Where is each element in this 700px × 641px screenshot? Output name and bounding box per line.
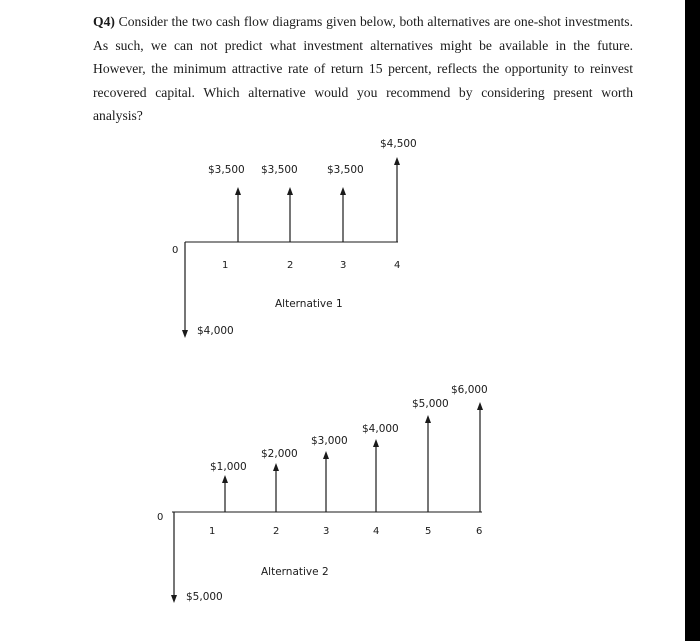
alt2-initial-amount: $5,000	[186, 591, 223, 603]
alt1-amount-2: $3,500	[261, 164, 298, 176]
alt2-period-2: 2	[273, 526, 280, 537]
alt2-amount-4: $4,000	[362, 423, 399, 435]
alt1-amount-1: $3,500	[208, 164, 245, 176]
alt1-period-0: 0	[172, 245, 179, 256]
alt2-amount-2: $2,000	[261, 448, 298, 460]
alt2-period-4: 4	[373, 526, 380, 537]
question-text: Consider the two cash flow diagrams given below, both alternatives are one-shot investments. As such, we can not predict what investment alternatives might be available in the future. However, the minimum attractive rate of return 15 percent, reflects the opportunity to reinvest recovered capital. Which alternative would you recommend by considering present worth analysis?	[93, 14, 633, 123]
alt2-period-5: 5	[425, 526, 432, 537]
question-number: Q4)	[93, 14, 115, 29]
alt2-amount-1: $1,000	[210, 461, 247, 473]
alt1-amount-4: $4,500	[380, 138, 417, 150]
alt1-caption: Alternative 1	[275, 298, 343, 310]
alt2-amount-6: $6,000	[451, 384, 488, 396]
alt2-amount-5: $5,000	[412, 398, 449, 410]
alt2-period-3: 3	[323, 526, 330, 537]
alt1-initial-amount: $4,000	[197, 325, 234, 337]
alt1-period-1: 1	[222, 260, 229, 271]
alt2-caption: Alternative 2	[261, 566, 329, 578]
alt2-period-6: 6	[476, 526, 483, 537]
alt2-amount-3: $3,000	[311, 435, 348, 447]
alt1-amount-3: $3,500	[327, 164, 364, 176]
alt1-period-2: 2	[287, 260, 294, 271]
alt1-period-3: 3	[340, 260, 347, 271]
alt2-period-0: 0	[157, 512, 164, 523]
alt1-period-4: 4	[394, 260, 401, 271]
alt2-period-1: 1	[209, 526, 216, 537]
